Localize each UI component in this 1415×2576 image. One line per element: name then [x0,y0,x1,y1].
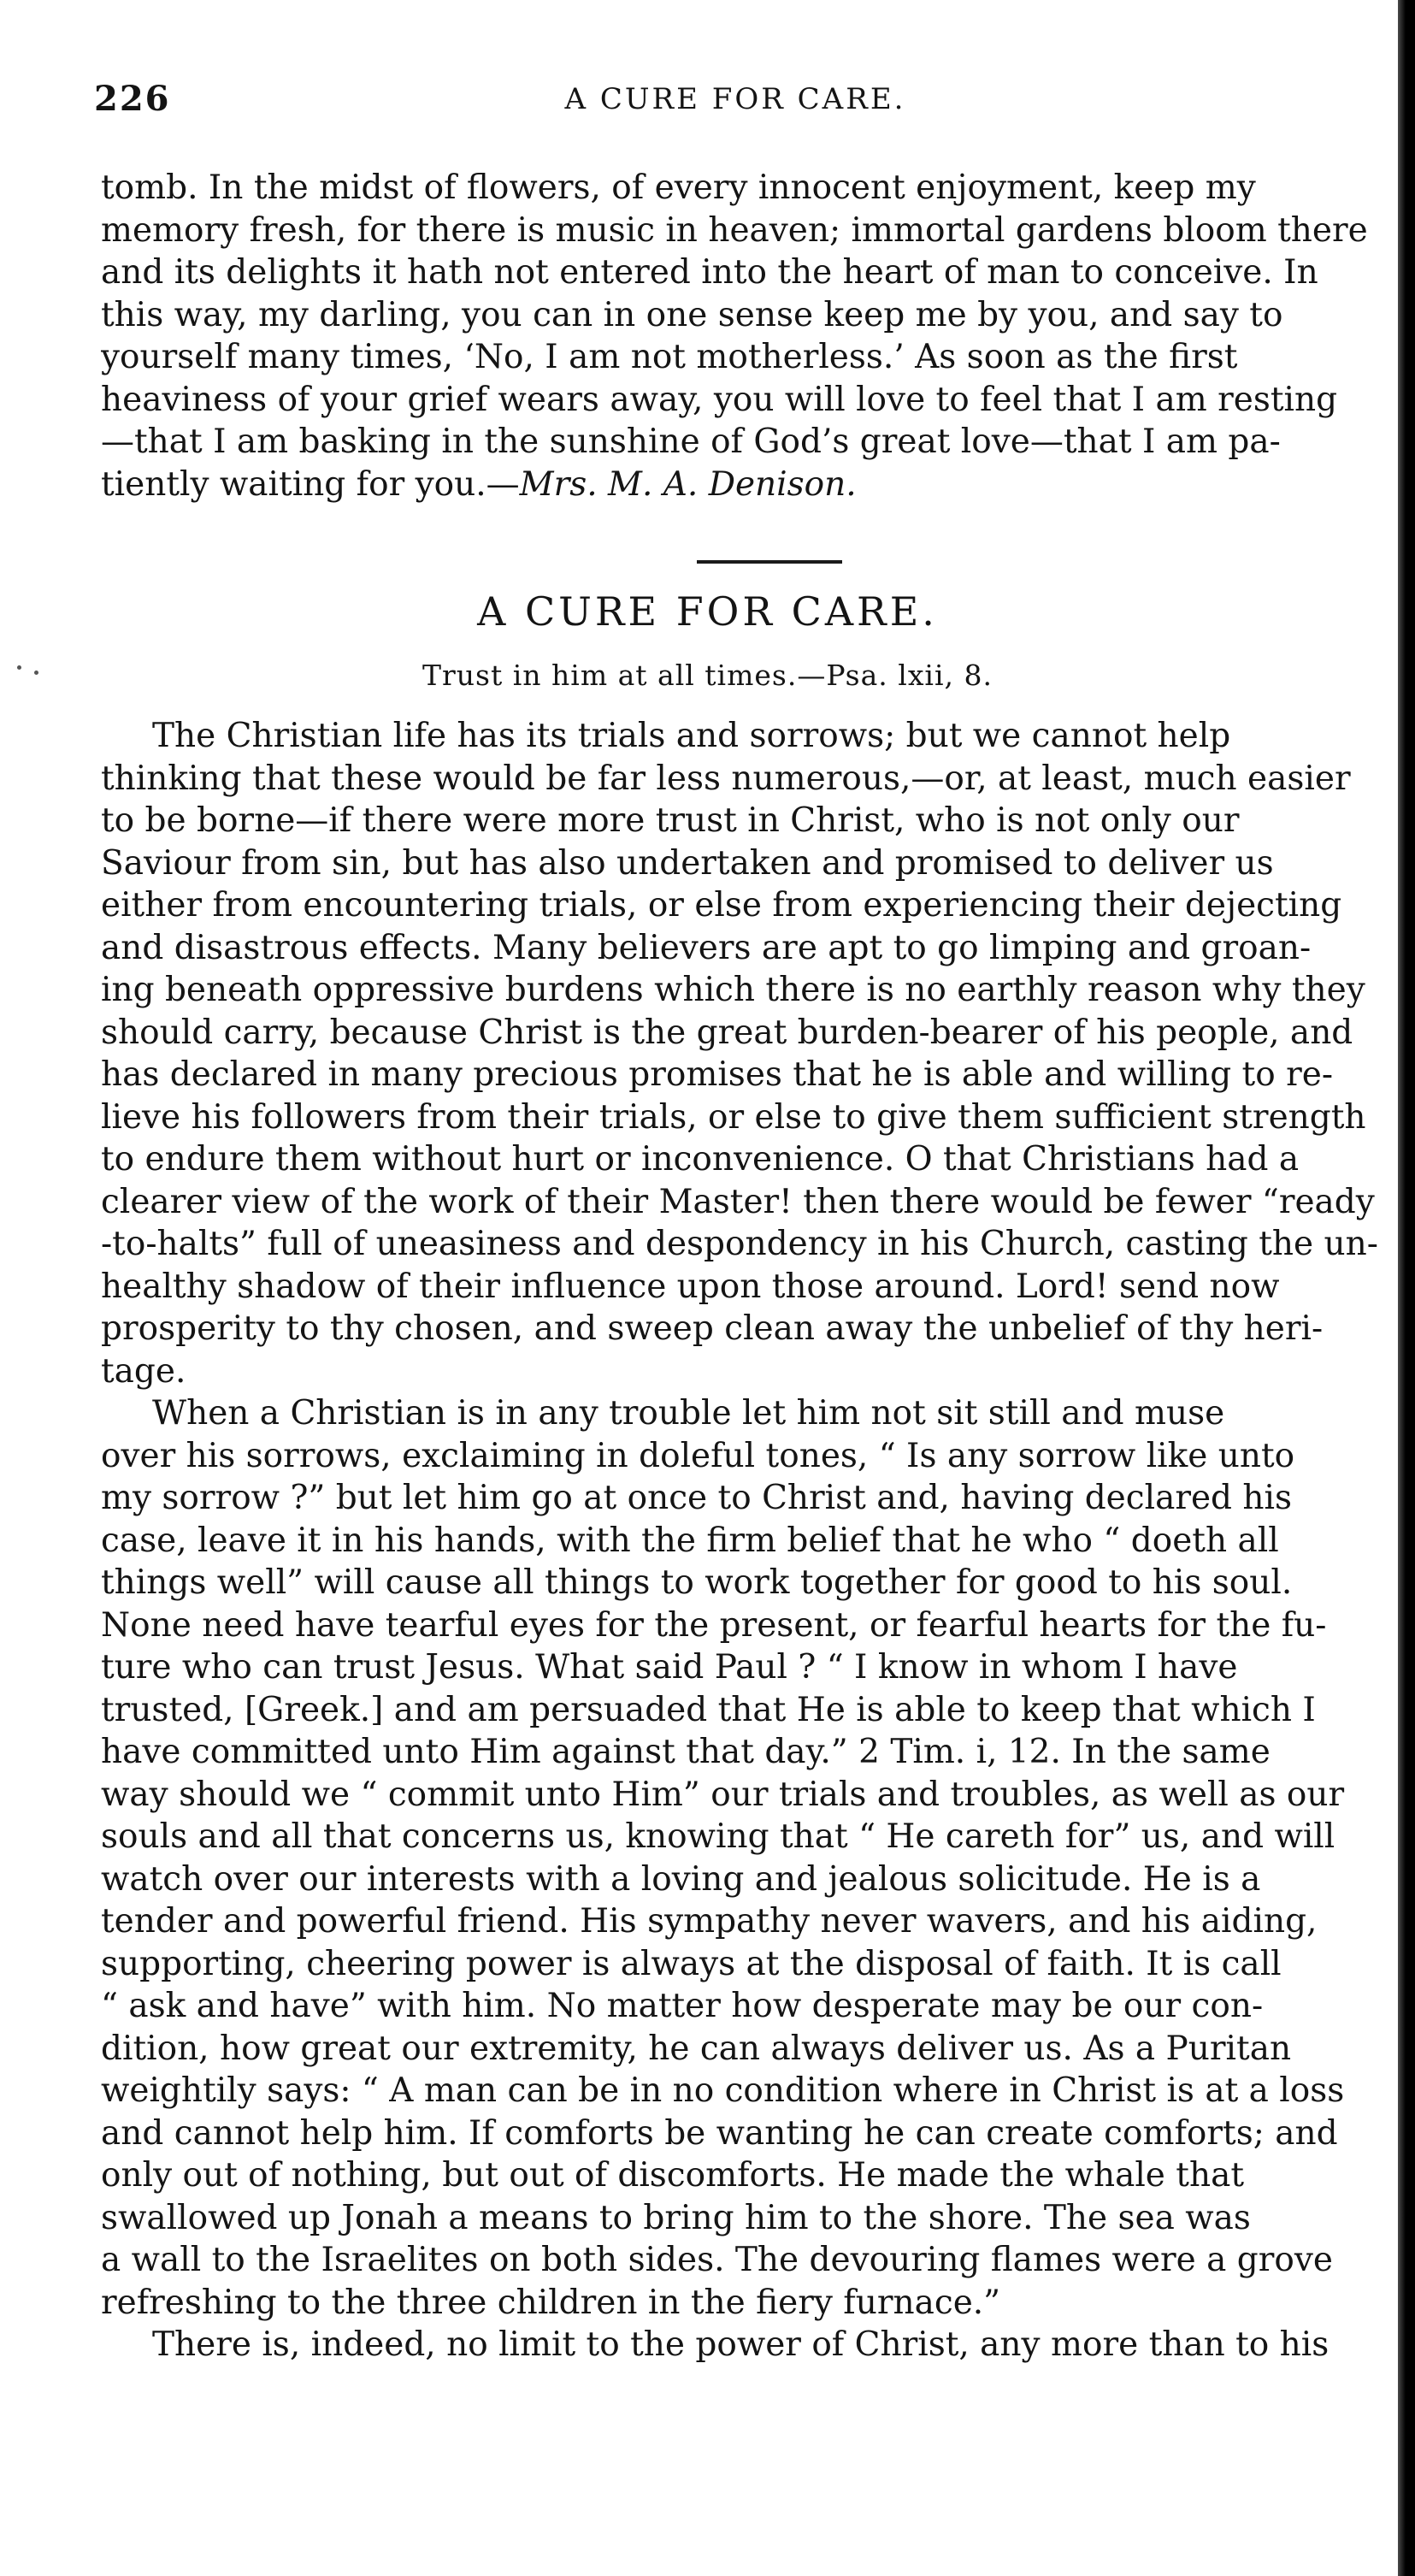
text-line: this way, my darling, you can in one sense keep me by you, and say to [101,295,1283,334]
closing-text: tiently waiting for you.— [101,464,520,504]
paragraph-1-line: clearer view of the work of their Master! then there would be fewer “ready [101,1182,1375,1221]
paragraph-1-line: has declared in many precious promises that he is able and willing to re- [101,1055,1334,1094]
binding-shadow [1398,0,1415,2576]
paragraph-2-line: When a Christian is in any trouble let him not sit still and muse [152,1394,1225,1433]
section-divider-rule [697,560,842,564]
previous-article-ending [101,167,1392,505]
paragraph-2-line: supporting, cheering power is always at the disposal of faith. It is call [101,1944,1282,1983]
text-line: and its delights it hath not entered into the heart of man to conceive. In [101,253,1318,292]
paragraph-2-line: refreshing to the three children in the fiery furnace.” [101,2283,1001,2322]
text-line: yourself many times, ‘No, I am not motherless.’ As soon as the first [101,338,1238,376]
paragraph-2-line: over his sorrows, exclaiming in doleful tones, “ Is any sorrow like unto [101,1436,1295,1475]
author-signature: Mrs. M. A. Denison. [519,464,857,504]
article-body [101,715,1392,2366]
paragraph-1-line: to be borne—if there were more trust in Christ, who is not only our [101,801,1240,840]
paragraph-1-line: and disastrous effects. Many believers are apt to go limping and groan- [101,928,1312,967]
running-head: A CURE FOR CARE. [564,82,906,116]
paragraph-2-line: things well” will cause all things to work together for good to his soul. [101,1563,1293,1602]
paragraph-2-line: my sorrow ?” but let him go at once to Christ and, having declared his [101,1479,1293,1517]
paragraph-3-line: There is, indeed, no limit to the power of Christ, any more than to his [152,2325,1330,2364]
paragraph-2-line: swallowed up Jonah a means to bring him to the shore. The sea was [101,2198,1251,2237]
paragraph-2-line: weightily says: “ A man can be in no condition where in Christ is at a loss [101,2071,1345,2110]
paragraph-2-line: “ ask and have” with him. No matter how desperate may be our con- [101,1987,1264,2025]
paragraph-1-line: thinking that these would be far less numerous,—or, at least, much easier [101,759,1351,798]
paragraph-2-line: None need have tearful eyes for the present, or fearful hearts for the fu- [101,1605,1327,1645]
paragraph-2-line: dition, how great our extremity, he can always deliver us. As a Puritan [101,2029,1292,2068]
text-line: memory fresh, for there is music in heaven; immortal gardens bloom there [101,210,1368,250]
paragraph-2-line: way should we “ commit unto Him” our trials and troubles, as well as our [101,1775,1345,1814]
paragraph-1-line: tage. [101,1351,186,1391]
paragraph-1-line: should carry, because Christ is the great burden-bearer of his people, and [101,1013,1353,1052]
paragraph-1-line: either from encountering trials, or else from experiencing their dejecting [101,886,1342,925]
paragraph-1-line: ing beneath oppressive burdens which there is no earthly reason why they [101,971,1365,1009]
epigraph: Trust in him at all times.—Psa. lxii, 8. [422,659,993,692]
paragraph-1-line: lieve his followers from their trials, or else to give them sufficient strength [101,1097,1366,1137]
paragraph-1-line: The Christian life has its trials and sorrows; but we cannot help [152,717,1231,755]
paragraph-1-line: to endure them without hurt or inconvenience. O that Christians had a [101,1140,1300,1179]
paragraph-1-line: -to-halts” full of uneasiness and despondency in his Church, casting the un- [101,1225,1378,1263]
paragraph-2-line: ture who can trust Jesus. What said Paul ? “ I know in whom I have [101,1648,1238,1687]
paragraph-2-line: tender and powerful friend. His sympathy never wavers, and his aiding, [101,1902,1318,1941]
stray-mark [17,665,21,670]
paragraph-1-line: healthy shadow of their influence upon those around. Lord! send now [101,1267,1280,1306]
page-header [94,79,1377,130]
paragraph-2-line: a wall to the Israelites on both sides. The devouring flames were a grove [101,2241,1333,2279]
text-line [101,464,1392,506]
paragraph-2-line: trusted, [Greek.] and am persuaded that He is able to keep that which I [101,1690,1316,1729]
text-line: —that I am basking in the sunshine of God’s great love—that I am pa- [101,422,1281,461]
paragraph-2-line: watch over our interests with a loving and jealous solicitude. He is a [101,1859,1261,1899]
paragraph-2-line: and cannot help him. If comforts be wanting he can create comforts; and [101,2113,1338,2153]
paragraph-1-line: prosperity to thy chosen, and sweep clean away the unbelief of thy heri- [101,1309,1324,1348]
text-line: heaviness of your grief wears away, you will love to feel that I am resting [101,380,1338,419]
text-line: tomb. In the midst of flowers, of every innocent enjoyment, keep my [101,168,1256,207]
paragraph-2-line: only out of nothing, but out of discomforts. He made the whale that [101,2156,1244,2195]
paragraph-1-line: Saviour from sin, but has also undertaken and promised to deliver us [101,843,1274,883]
paragraph-2-line: souls and all that concerns us, knowing that “ He careth for” us, and will [101,1817,1335,1856]
page-number: 226 [94,79,171,119]
paragraph-2-line: have committed unto Him against that day.” 2 Tim. i, 12. In the same [101,1733,1271,1771]
stray-mark [34,671,38,675]
paragraph-2-line: case, leave it in his hands, with the firm belief that he who “ doeth all [101,1521,1279,1560]
article-title: A CURE FOR CARE. [477,588,938,635]
